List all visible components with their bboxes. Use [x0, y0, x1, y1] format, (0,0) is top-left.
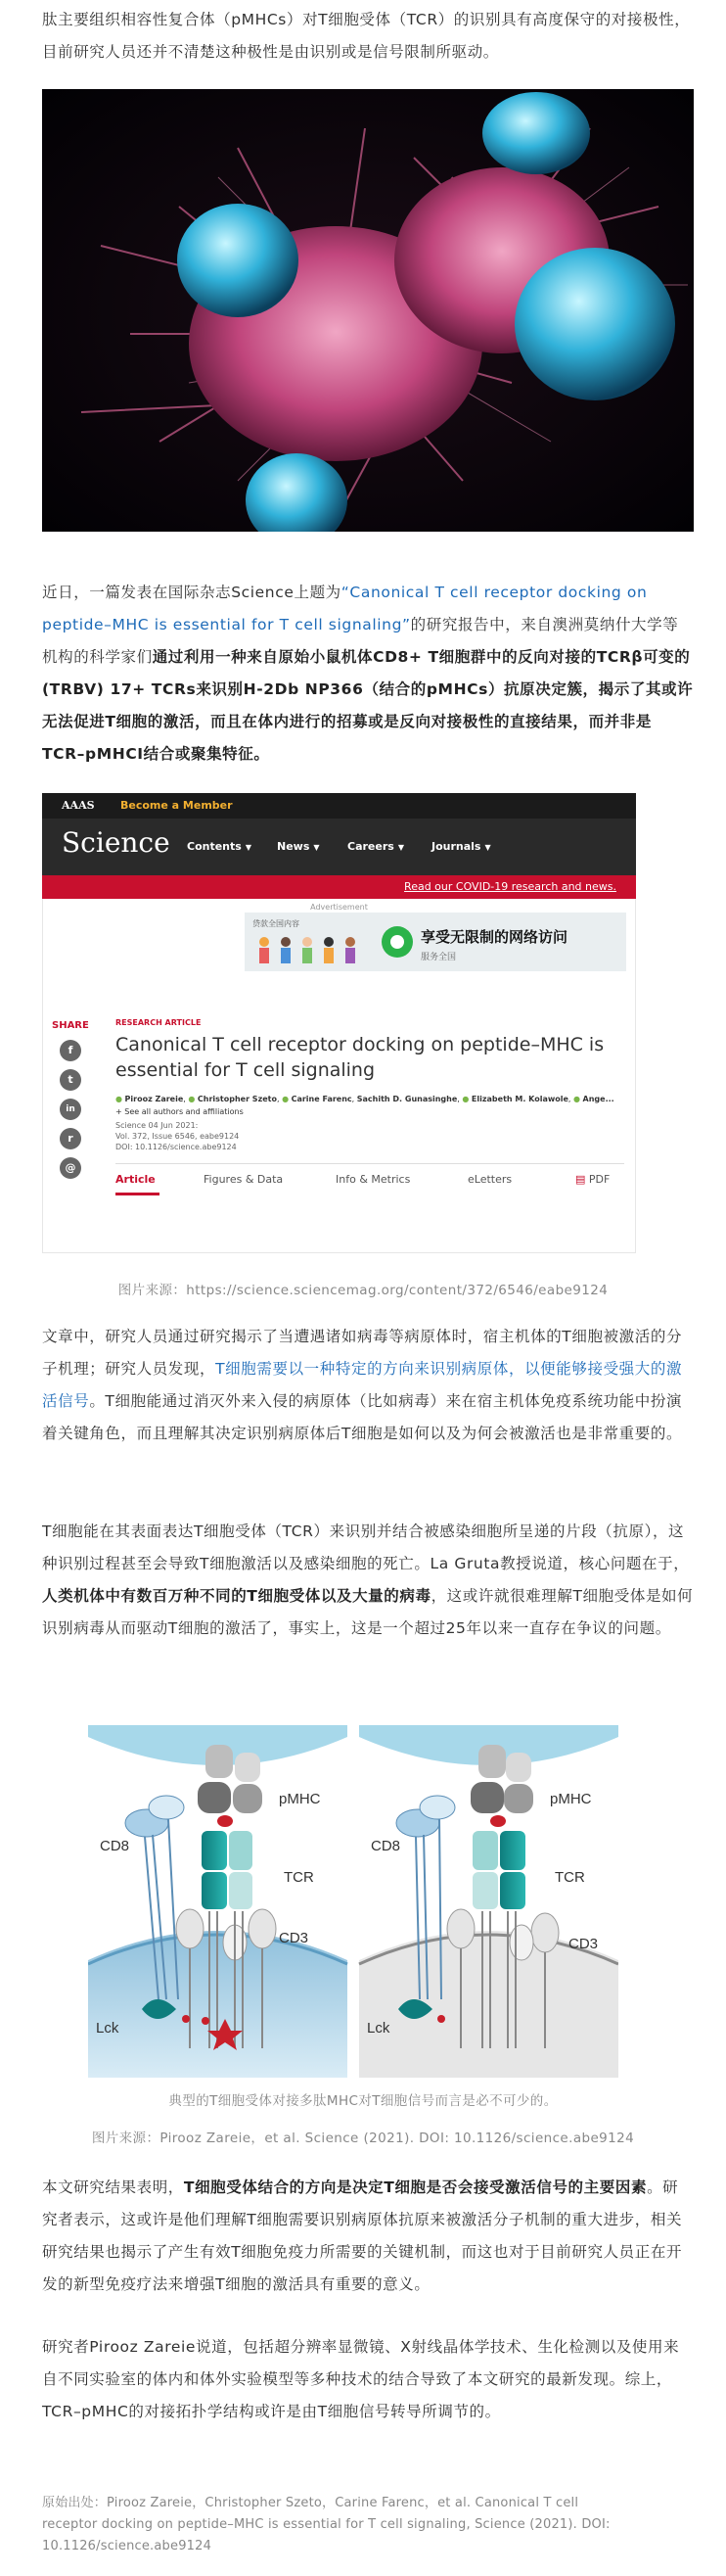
chevron-down-icon: ▼: [397, 843, 404, 852]
science-nav: [42, 819, 636, 875]
covid-link[interactable]: Read our COVID-19 research and news.: [404, 880, 616, 893]
tab-info-metrics[interactable]: Info & Metrics: [336, 1173, 411, 1186]
author-list: ● Pirooz Zareie, ● Christopher Szeto, ● Carine Farenc, Sachith D. Gunasinghe, ● Elizabeth M. Kolawole, ● Ange...: [115, 1095, 614, 1103]
findings-paragraph: 文章中，研究人员通过研究揭示了当遭遇诸如病毒等病原体时，宿主机体的T细胞被激活的分子机理；研究人员发现，T细胞需要以一种特定的方向来识别病原体，以便能够接受强大的激活信号。T细胞能通过消灭外来入侵的病原体（比如病毒）来在宿主机体免疫系统功能中扮演着关键角色，而且理解其决定识别病原体后T细胞是如何以及为何会被激活也是非常重要的。: [42, 1328, 683, 1442]
twitter-icon[interactable]: t: [60, 1069, 81, 1091]
tab-article[interactable]: Article: [115, 1173, 156, 1186]
micrograph-drawing: [42, 89, 694, 532]
nav-journals[interactable]: Journals ▼: [431, 840, 491, 853]
background-paragraph: T细胞能在其表面表达T细胞受体（TCR）来识别并结合被感染细胞所呈递的片段（抗原），这种识别过程甚至会导致T细胞激活以及感染细胞的死亡。La Gruta教授说道，核心问题在于，人类机体中有数百万种不同的T细胞受体以及大量的病毒，这或许就很难理解T细胞受体是如何识别病毒从而驱动T细胞的激活了，事实上，这是一个超过25年以来一直存在争议的问题。: [42, 1522, 694, 1637]
label-tcr: TCR: [284, 1869, 314, 1886]
panel-right: [359, 1725, 618, 2078]
figure-caption-2: 典型的T细胞受体对接多肽MHC对T细胞信号而言是必不可少的。: [168, 2093, 558, 2109]
chevron-down-icon: ▼: [313, 843, 320, 852]
aaas-logo: AAAS: [62, 799, 95, 812]
linkedin-icon[interactable]: in: [60, 1099, 81, 1120]
author-name[interactable]: Ange...: [582, 1095, 614, 1103]
article-tabs: [115, 1163, 624, 1194]
facebook-icon[interactable]: f: [60, 1040, 81, 1061]
ad-label: Advertisement: [310, 903, 368, 912]
label-cd8: CD8: [100, 1838, 130, 1854]
covid-banner: [42, 875, 636, 899]
intro-paragraph: 肽主要组织相容性复合体（pMHCs）对T细胞受体（TCR）的识别具有高度保守的对接极性，目前研究人员还并不清楚这种极性是由识别或是信号限制所驱动。: [42, 11, 691, 61]
ad-title: 享受无限制的网络访问: [421, 928, 568, 946]
become-member-link[interactable]: Become a Member: [120, 799, 233, 812]
ad-small-text: 贷款全国内容: [252, 919, 299, 928]
tcr-docking-diagram: [88, 1725, 618, 2078]
author-name[interactable]: Pirooz Zareie: [124, 1095, 184, 1103]
tab-figures-data[interactable]: Figures & Data: [204, 1173, 284, 1186]
article-meta: Science 04 Jun 2021: Vol. 372, Issue 6546, eabe9124 DOI: 10.1126/science.abe9124: [115, 1121, 240, 1151]
article-title: Canonical T cell receptor docking on peptide–MHC is essential for T cell signaling: [115, 1034, 605, 1081]
figure-caption-1: 图片来源：https://science.sciencemag.org/content/372/6546/eabe9124: [117, 1283, 609, 1298]
figure-caption-3: 图片来源：Pirooz Zareie，et al. Science (2021). DOI: 10.1126/science.abe9124: [91, 2131, 635, 2146]
article-type-label: RESEARCH ARTICLE: [115, 1018, 202, 1027]
author-name[interactable]: Elizabeth M. Kolawole: [471, 1095, 568, 1103]
email-icon[interactable]: @: [60, 1157, 81, 1179]
label-pmhc: pMHC: [550, 1791, 592, 1807]
label-cd3: CD3: [568, 1936, 599, 1952]
ad-subtitle: 服务全国: [421, 953, 457, 962]
science-article-screenshot: [42, 793, 636, 1253]
tab-eletters[interactable]: eLetters: [468, 1173, 513, 1186]
chevron-down-icon: ▼: [245, 843, 251, 852]
ad-logo-icon: [382, 926, 413, 958]
aaas-bar: [42, 793, 636, 819]
chevron-down-icon: ▼: [484, 843, 491, 852]
label-cd8: CD8: [371, 1838, 401, 1854]
tab-pdf[interactable]: ▤ PDF: [575, 1173, 611, 1186]
label-tcr: TCR: [555, 1869, 585, 1886]
pdf-icon: ▤: [575, 1173, 586, 1186]
author-name[interactable]: Sachith D. Gunasinghe: [356, 1095, 458, 1103]
diagram-drawing: [88, 1725, 618, 2078]
source-citation: 原始出处：Pirooz Zareie，Christopher Szeto，Carine Farenc，et al. Canonical T cell receptor docking on peptide–MHC is essential for T cell signaling, Science (2021). DOI: 10.1126/science.abe9124: [42, 2496, 611, 2553]
highlight-text: T细胞需要以一种特定的方向来识别病原体，以便能够接受强大的激活信号: [42, 1360, 683, 1410]
methods-paragraph: 研究者Pirooz Zareie说道，包括超分辨率显微镜、X射线晶体学技术、生化检测以及使用来自不同实验室的体内和体外实验模型等多种技术的结合导致了本文研究的最新发现。综上，TCR–pMHC的对接拓扑学结构或许是由T细胞信号转导所调节的。: [42, 2338, 680, 2420]
study-paragraph: 近日，一篇发表在国际杂志Science上题为“Canonical T cell receptor docking on peptide–MHC is essential for T cell signaling”的研究报告中，来自澳洲莫纳什大学等机构的科学家们通过利用一种来自原始小鼠机体CD8+ T细胞群中的反向对接的TCRβ可变的(TRBV) 17+ TCRs来识别H-2Db NP366（结合的pMHCs）抗原决定簇，揭示了其或许无法促进T细胞的激活，而且在体内进行的招募或是反向对接极性的直接结果，而并非是TCR–pMHCI结合或聚集特征。: [42, 584, 694, 763]
paper-title-link[interactable]: “Canonical T cell receptor docking on peptide–MHC is essential for T cell signaling”: [42, 584, 648, 633]
share-label: SHARE: [52, 1020, 89, 1031]
author-name[interactable]: Christopher Szeto: [197, 1095, 277, 1103]
see-all-authors-link[interactable]: + See all authors and affiliations: [115, 1107, 244, 1116]
label-lck: Lck: [367, 2020, 390, 2037]
author-name[interactable]: Carine Farenc: [291, 1095, 352, 1103]
reddit-icon[interactable]: r: [60, 1128, 81, 1149]
panel-left: [88, 1725, 347, 2078]
label-cd3: CD3: [279, 1930, 309, 1946]
t-cell-micrograph: [42, 89, 694, 532]
science-logo[interactable]: Science: [62, 826, 170, 859]
nav-news[interactable]: News ▼: [277, 840, 320, 853]
active-tab-indicator: [115, 1193, 159, 1195]
conclusion-paragraph: 本文研究结果表明，T细胞受体结合的方向是决定T细胞是否会接受激活信号的主要因素。研究者表示，这或许是他们理解T细胞需要识别病原体抗原来被激活分子机制的重大进步，相关研究结果也揭示了产生有效T细胞免疫力所需要的关键机制，而这也对于目前研究人员正在开发的新型免疫疗法来增强T细胞的激活具有重要的意义。: [42, 2178, 683, 2293]
ad-people-illustration: [252, 932, 360, 965]
label-lck: Lck: [96, 2020, 119, 2037]
advertisement[interactable]: [245, 913, 626, 971]
nav-contents[interactable]: Contents ▼: [187, 840, 251, 853]
nav-careers[interactable]: Careers ▼: [347, 840, 404, 853]
label-pmhc: pMHC: [279, 1791, 321, 1807]
